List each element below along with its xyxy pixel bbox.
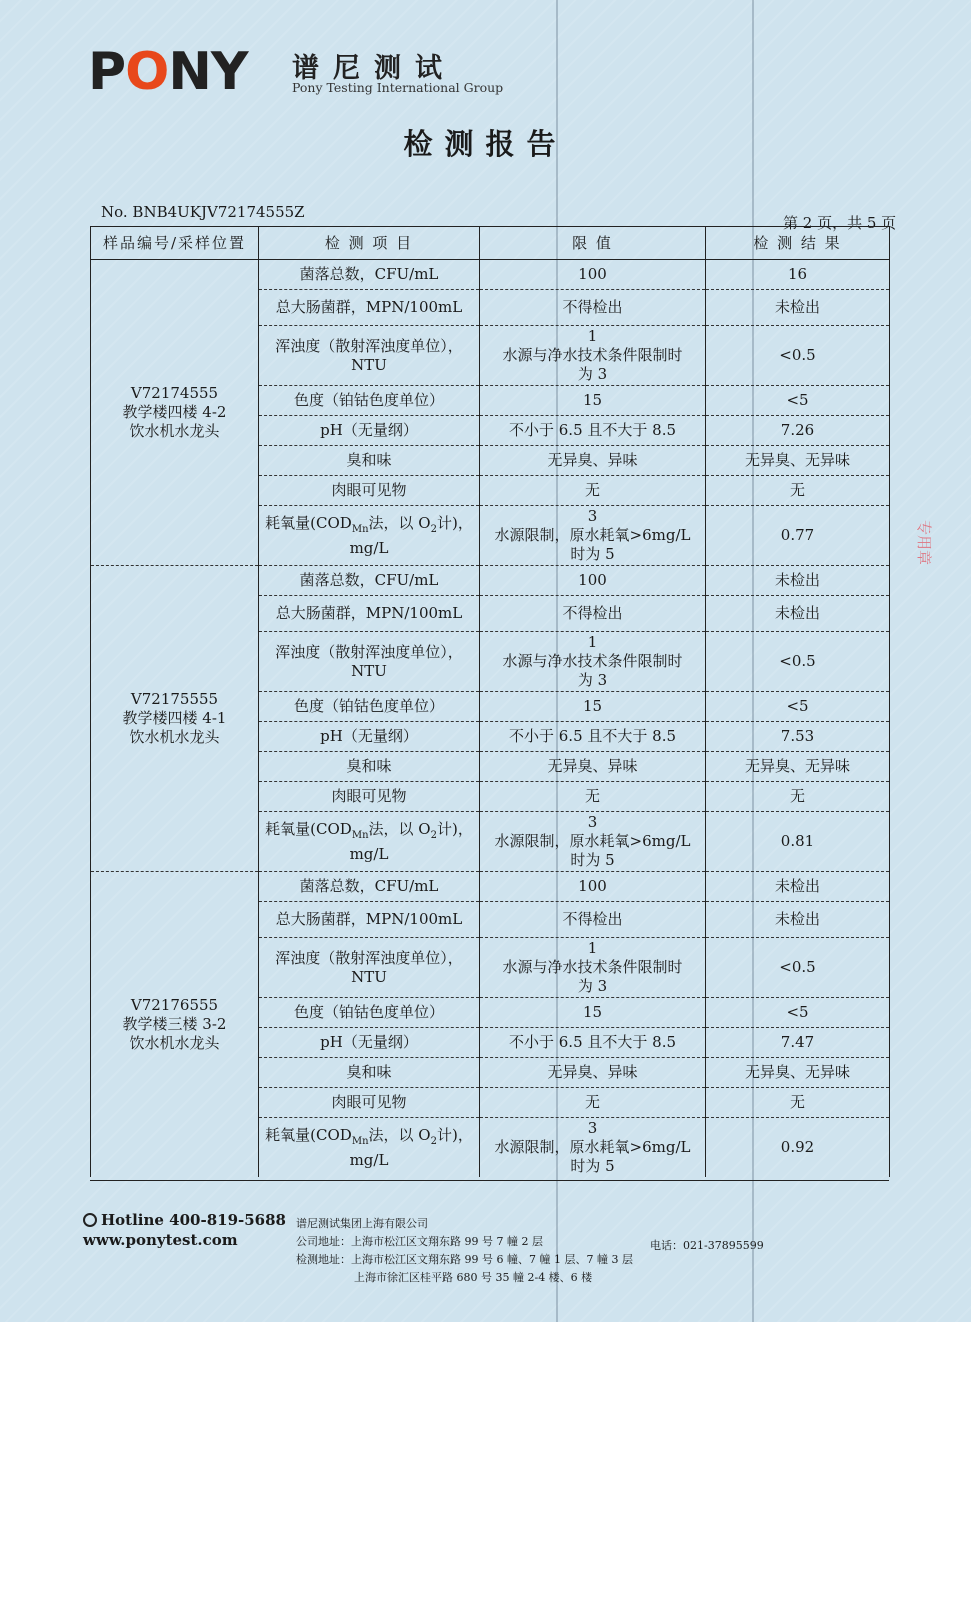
table-bottom-rule	[90, 1180, 889, 1181]
limit-text: 无异臭、异味	[547, 757, 638, 775]
sample-loc1: 教学楼四楼 4-2	[122, 403, 227, 421]
col-header: 检 测 项 目	[259, 227, 480, 260]
report-title: 检测报告	[403, 127, 568, 161]
test-item	[259, 998, 480, 1028]
cod-unit: mg/L	[349, 538, 389, 557]
item-text: 肉眼可见物	[331, 1093, 407, 1111]
company-info	[296, 1215, 633, 1287]
cod-subscript: Mn	[351, 829, 369, 841]
limit-value	[480, 812, 706, 872]
cod-text: 耗氧量(COD	[265, 819, 352, 838]
limit-line: 水源与净水技术条件限制时	[502, 652, 683, 670]
item-text: NTU	[351, 661, 387, 680]
sample-loc2: 饮水机水龙头	[129, 1034, 220, 1052]
limit-text: 无	[584, 787, 600, 805]
item-text: 浑浊度（散射浑浊度单位），	[275, 336, 463, 355]
test-item	[259, 1088, 480, 1118]
limit-line: 时为 5	[570, 851, 615, 869]
sample-loc2: 饮水机水龙头	[129, 728, 220, 746]
item-text: NTU	[351, 355, 387, 374]
result-value: <0.5	[706, 632, 890, 692]
limit-line: 3	[587, 507, 598, 525]
sample-loc2: 饮水机水龙头	[129, 422, 220, 440]
test-item	[259, 386, 480, 416]
results-table	[90, 226, 890, 1177]
result-value: 未检出	[706, 566, 890, 596]
limit-value	[480, 476, 706, 506]
result-value: 无	[706, 476, 890, 506]
limit-line: 3	[587, 1119, 598, 1137]
limit-value	[480, 260, 706, 290]
limit-line: 3	[587, 813, 598, 831]
result-value: 无异臭、无异味	[706, 1058, 890, 1088]
item-text: 菌落总数，CFU/mL	[299, 571, 439, 589]
cod-text: 耗氧量(COD	[265, 1125, 352, 1144]
item-text: 肉眼可见物	[331, 787, 407, 805]
result-value: 未检出	[706, 902, 890, 938]
limit-text: 100	[578, 571, 607, 589]
limit-value	[480, 446, 706, 476]
item-text: 浑浊度（散射浑浊度单位），	[275, 642, 463, 661]
item-text: pH（无量纲）	[320, 1033, 418, 1051]
limit-text: 无	[584, 1093, 600, 1111]
result-value: 未检出	[706, 872, 890, 902]
item-text: 总大肠菌群，MPN/100mL	[275, 910, 463, 928]
col-header: 检 测 结 果	[706, 227, 890, 260]
limit-text: 不得检出	[562, 604, 623, 622]
item-text: 浑浊度（散射浑浊度单位），	[275, 948, 463, 967]
limit-line: 为 3	[577, 671, 608, 689]
test-item	[259, 782, 480, 812]
limit-text: 不得检出	[562, 910, 623, 928]
limit-value	[480, 386, 706, 416]
red-stamp: 专用章	[915, 520, 933, 566]
limit-value	[480, 752, 706, 782]
cod-text: 耗氧量(COD	[265, 513, 352, 532]
limit-line: 为 3	[577, 365, 608, 383]
item-text: 臭和味	[346, 451, 392, 469]
limit-text: 不小于 6.5 且不大于 8.5	[508, 1033, 676, 1051]
cod-text: 计)，	[436, 819, 473, 838]
limit-text: 无异臭、异味	[547, 451, 638, 469]
table-row	[91, 566, 890, 596]
limit-text: 15	[582, 1003, 603, 1021]
result-value: <0.5	[706, 326, 890, 386]
test-item	[259, 326, 480, 386]
pony-logo: PONY	[88, 42, 248, 102]
result-value: 7.26	[706, 416, 890, 446]
limit-text: 不得检出	[562, 298, 623, 316]
limit-text: 无异臭、异味	[547, 1063, 638, 1081]
limit-value	[480, 566, 706, 596]
test-item	[259, 902, 480, 938]
col-header: 样品编号/采样位置	[91, 227, 259, 260]
lab-address-2: 上海市徐汇区桂平路 680 号 35 幢 2-4 楼、6 楼	[354, 1271, 593, 1284]
limit-value	[480, 596, 706, 632]
cod-text: 计)，	[436, 1125, 473, 1144]
table-row	[91, 872, 890, 902]
o2-subscript: 2	[430, 523, 437, 535]
sample-id: V72174555	[130, 384, 219, 402]
test-item	[259, 476, 480, 506]
item-text: NTU	[351, 967, 387, 986]
result-value: 16	[706, 260, 890, 290]
limit-value	[480, 326, 706, 386]
item-text: 臭和味	[346, 1063, 392, 1081]
test-item	[259, 938, 480, 998]
cod-label	[261, 1126, 477, 1151]
limit-value	[480, 782, 706, 812]
limit-value	[480, 692, 706, 722]
test-item	[259, 596, 480, 632]
item-text: 色度（铂钴色度单位）	[293, 391, 444, 409]
test-item	[259, 1118, 480, 1178]
test-item	[259, 446, 480, 476]
cod-subscript: Mn	[351, 1135, 369, 1147]
item-text: 总大肠菌群，MPN/100mL	[275, 298, 463, 316]
cod-text: 法，以 O	[368, 513, 431, 532]
sample-id: V72176555	[130, 996, 219, 1014]
test-item	[259, 260, 480, 290]
result-value: <5	[706, 692, 890, 722]
company-cn-name: 谱尼测试	[292, 53, 456, 84]
test-item	[259, 1058, 480, 1088]
cod-text: 计)，	[436, 513, 473, 532]
test-item	[259, 752, 480, 782]
result-value: 未检出	[706, 596, 890, 632]
result-value: 无	[706, 1088, 890, 1118]
limit-value	[480, 1058, 706, 1088]
limit-line: 1	[587, 327, 598, 345]
result-value: 0.77	[706, 506, 890, 566]
limit-value	[480, 416, 706, 446]
limit-value	[480, 722, 706, 752]
limit-line: 水源与净水技术条件限制时	[502, 346, 683, 364]
limit-value	[480, 998, 706, 1028]
company-en-name: Pony Testing International Group	[292, 80, 504, 95]
limit-value	[480, 902, 706, 938]
item-text: 菌落总数，CFU/mL	[299, 265, 439, 283]
cod-unit: mg/L	[349, 844, 389, 863]
test-item	[259, 722, 480, 752]
cod-text: 法，以 O	[368, 819, 431, 838]
test-item	[259, 692, 480, 722]
result-value: <0.5	[706, 938, 890, 998]
limit-value	[480, 290, 706, 326]
hotline-text: Hotline 400-819-5688	[101, 1211, 286, 1229]
test-item	[259, 812, 480, 872]
limit-line: 水源限制，原水耗氧>6mg/L	[494, 1138, 691, 1156]
test-item	[259, 1028, 480, 1058]
limit-value	[480, 938, 706, 998]
result-value: 无	[706, 782, 890, 812]
col-header: 限 值	[480, 227, 706, 260]
result-value: 无异臭、无异味	[706, 752, 890, 782]
cod-unit: mg/L	[349, 1150, 389, 1169]
report-number: No. BNB4UKJV72174555Z	[101, 203, 305, 221]
limit-line: 水源限制，原水耗氧>6mg/L	[494, 526, 691, 544]
limit-text: 无	[584, 481, 600, 499]
limit-text: 15	[582, 697, 603, 715]
sample-loc1: 教学楼四楼 4-1	[122, 709, 227, 727]
lab-address: 检测地址：上海市松江区文翔东路 99 号 6 幢、7 幢 1 层、7 幢 3 层	[296, 1253, 633, 1266]
cod-label	[261, 820, 477, 845]
limit-value	[480, 506, 706, 566]
test-item	[259, 506, 480, 566]
test-item	[259, 632, 480, 692]
sample-cell	[91, 872, 259, 1178]
item-text: 肉眼可见物	[331, 481, 407, 499]
company-name: 谱尼测试集团上海有限公司	[296, 1217, 428, 1230]
sample-id: V72175555	[130, 690, 219, 708]
item-text: pH（无量纲）	[320, 421, 418, 439]
company-address: 公司地址：上海市松江区文翔东路 99 号 7 幢 2 层	[296, 1235, 543, 1248]
result-value: 7.47	[706, 1028, 890, 1058]
sample-cell	[91, 566, 259, 872]
limit-value	[480, 1028, 706, 1058]
result-value: 无异臭、无异味	[706, 446, 890, 476]
limit-value	[480, 1118, 706, 1178]
result-value: 0.92	[706, 1118, 890, 1178]
limit-value	[480, 1088, 706, 1118]
test-item	[259, 872, 480, 902]
limit-line: 水源限制，原水耗氧>6mg/L	[494, 832, 691, 850]
website: www.ponytest.com	[83, 1231, 238, 1249]
limit-text: 100	[578, 265, 607, 283]
cod-label	[261, 514, 477, 539]
test-item	[259, 566, 480, 596]
result-value: 未检出	[706, 290, 890, 326]
limit-value	[480, 632, 706, 692]
limit-text: 不小于 6.5 且不大于 8.5	[508, 421, 676, 439]
limit-value	[480, 872, 706, 902]
limit-text: 100	[578, 877, 607, 895]
limit-line: 时为 5	[570, 1157, 615, 1175]
sample-loc1: 教学楼三楼 3-2	[122, 1015, 227, 1033]
sample-cell	[91, 260, 259, 566]
o2-subscript: 2	[430, 829, 437, 841]
item-text: 总大肠菌群，MPN/100mL	[275, 604, 463, 622]
table-row	[91, 260, 890, 290]
limit-line: 为 3	[577, 977, 608, 995]
item-text: 色度（铂钴色度单位）	[293, 1003, 444, 1021]
limit-line: 1	[587, 939, 598, 957]
item-text: 色度（铂钴色度单位）	[293, 697, 444, 715]
item-text: pH（无量纲）	[320, 727, 418, 745]
cod-text: 法，以 O	[368, 1125, 431, 1144]
o2-subscript: 2	[430, 1135, 437, 1147]
result-value: <5	[706, 386, 890, 416]
test-item	[259, 416, 480, 446]
result-value: <5	[706, 998, 890, 1028]
cod-subscript: Mn	[351, 523, 369, 535]
table-header	[91, 227, 890, 260]
phone-icon	[83, 1213, 97, 1227]
limit-line: 1	[587, 633, 598, 651]
result-value: 7.53	[706, 722, 890, 752]
limit-text: 15	[582, 391, 603, 409]
telephone: 电话：021-37895599	[650, 1239, 764, 1252]
test-item	[259, 290, 480, 326]
hotline	[83, 1211, 286, 1229]
limit-line: 水源与净水技术条件限制时	[502, 958, 683, 976]
item-text: 菌落总数，CFU/mL	[299, 877, 439, 895]
limit-text: 不小于 6.5 且不大于 8.5	[508, 727, 676, 745]
item-text: 臭和味	[346, 757, 392, 775]
page-indicator: 第 2 页，共 5 页	[783, 214, 897, 232]
result-value: 0.81	[706, 812, 890, 872]
limit-line: 时为 5	[570, 545, 615, 563]
